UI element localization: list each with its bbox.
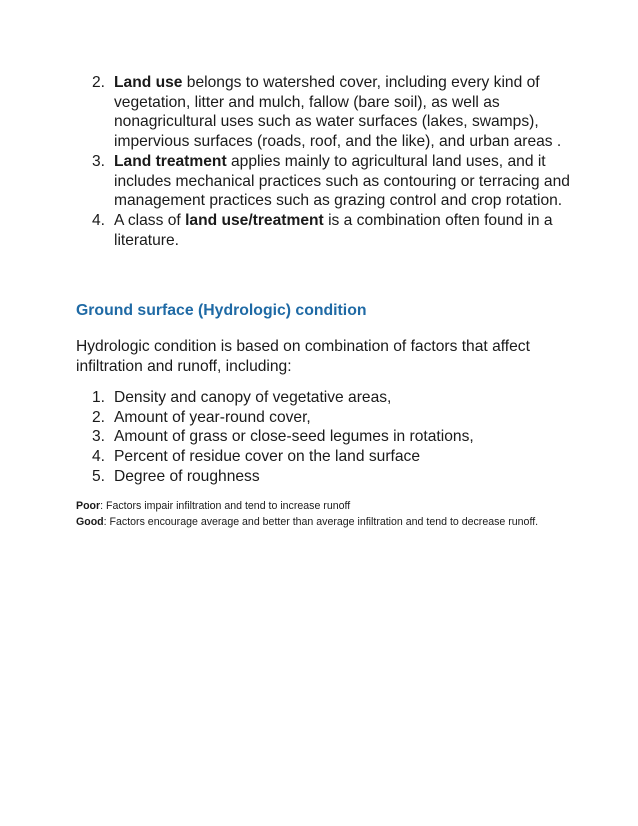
list-text: Percent of residue cover on the land surface [114, 448, 420, 466]
list-text: Amount of grass or close-seed legumes in rotations, [114, 428, 474, 446]
definition-text: : Factors encourage average and better than average infiltration and tend to decrease runoff. [103, 516, 539, 528]
list-number: 2. [92, 408, 106, 426]
definition-text: : Factors impair infiltration and tend to increase runoff [100, 500, 351, 512]
list-text: belongs to watershed cover, including every kind of vegetation, litter and mulch, fallow (bare soil), as well as nonagricultural uses such as water surfaces (lakes, swamps), impervious surfaces (roads, roof, and the like), and urban areas . [114, 74, 562, 151]
list-item [92, 467, 572, 487]
list-item [92, 152, 572, 211]
list-item [92, 447, 572, 467]
list-item [92, 73, 572, 152]
list-item [92, 408, 572, 428]
list-number: 4. [92, 211, 106, 229]
land-use-list [92, 73, 572, 250]
list-text: Degree of roughness [114, 467, 260, 485]
definition-term: Good [76, 516, 104, 528]
list-text: is a combination often found in a literature. [114, 211, 553, 249]
term-land-use: Land use [114, 74, 183, 91]
list-number: 3. [92, 428, 106, 446]
list-number: 2. [92, 74, 106, 91]
list-item [92, 388, 572, 408]
list-text: Density and canopy of vegetative areas, [114, 389, 392, 406]
list-prefix: A class of [114, 211, 186, 229]
list-item [92, 211, 572, 250]
list-text: applies mainly to agricultural land uses, and it includes mechanical practices such as contouring or terracing and management practices such as grazing control and crop rotation. [114, 152, 570, 210]
factors-list [92, 388, 572, 487]
definition-poor [76, 499, 350, 513]
list-number: 1. [92, 389, 106, 406]
list-text: Amount of year-round cover, [114, 408, 311, 426]
list-item [92, 427, 572, 447]
list-number: 3. [92, 152, 106, 170]
term-land-treatment: Land treatment [114, 152, 227, 170]
definition-good [76, 515, 538, 529]
term-land-use-treatment: land use/treatment [185, 211, 324, 229]
list-number: 4. [92, 448, 106, 466]
intro-paragraph: Hydrologic condition is based on combination of factors that affect infiltration and runoff, including: [76, 338, 530, 375]
section-heading: Ground surface (Hydrologic) condition [76, 302, 367, 319]
list-number: 5. [92, 467, 106, 485]
definition-term: Poor [76, 500, 101, 512]
